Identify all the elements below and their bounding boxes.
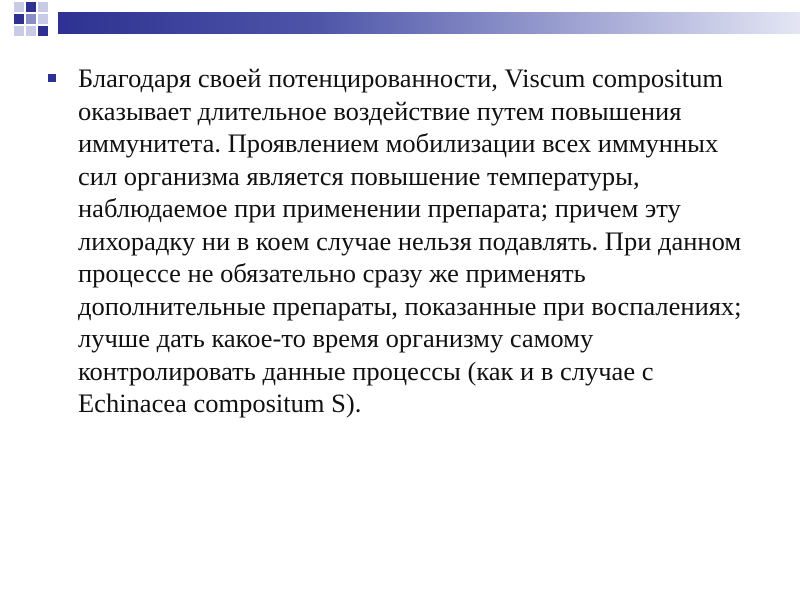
bullet-text: Благодаря своей потенцированности, Viscum compositum оказывает длительное воздействие путем повышения иммунитета. Проявлением мобилизации всех иммунных сил организма является повышение температуры, наблюдаемое при применении препарата; причем эту лихорадку ни в коем случае нельзя подавлять. При данном процессе не обязательно сразу же применять дополнительные препараты, показанные при воспалениях; лучше дать какое-то время организму самому контролировать данные процессы (как и в случае с Echinacea compositum S). bbox=[78, 63, 742, 418]
square-bullet-icon bbox=[48, 74, 56, 82]
slide-content bbox=[48, 62, 748, 420]
header-gradient-bar bbox=[58, 12, 800, 34]
decor-square bbox=[14, 14, 24, 24]
decor-square bbox=[38, 2, 48, 12]
decor-square bbox=[38, 26, 48, 36]
bullet-item bbox=[48, 62, 748, 420]
decor-square bbox=[26, 14, 36, 24]
decor-square bbox=[26, 2, 36, 12]
decor-square bbox=[14, 26, 24, 36]
decor-square bbox=[14, 2, 24, 12]
decor-square bbox=[26, 26, 36, 36]
slide-header-decoration bbox=[0, 0, 800, 48]
decor-square bbox=[38, 14, 48, 24]
